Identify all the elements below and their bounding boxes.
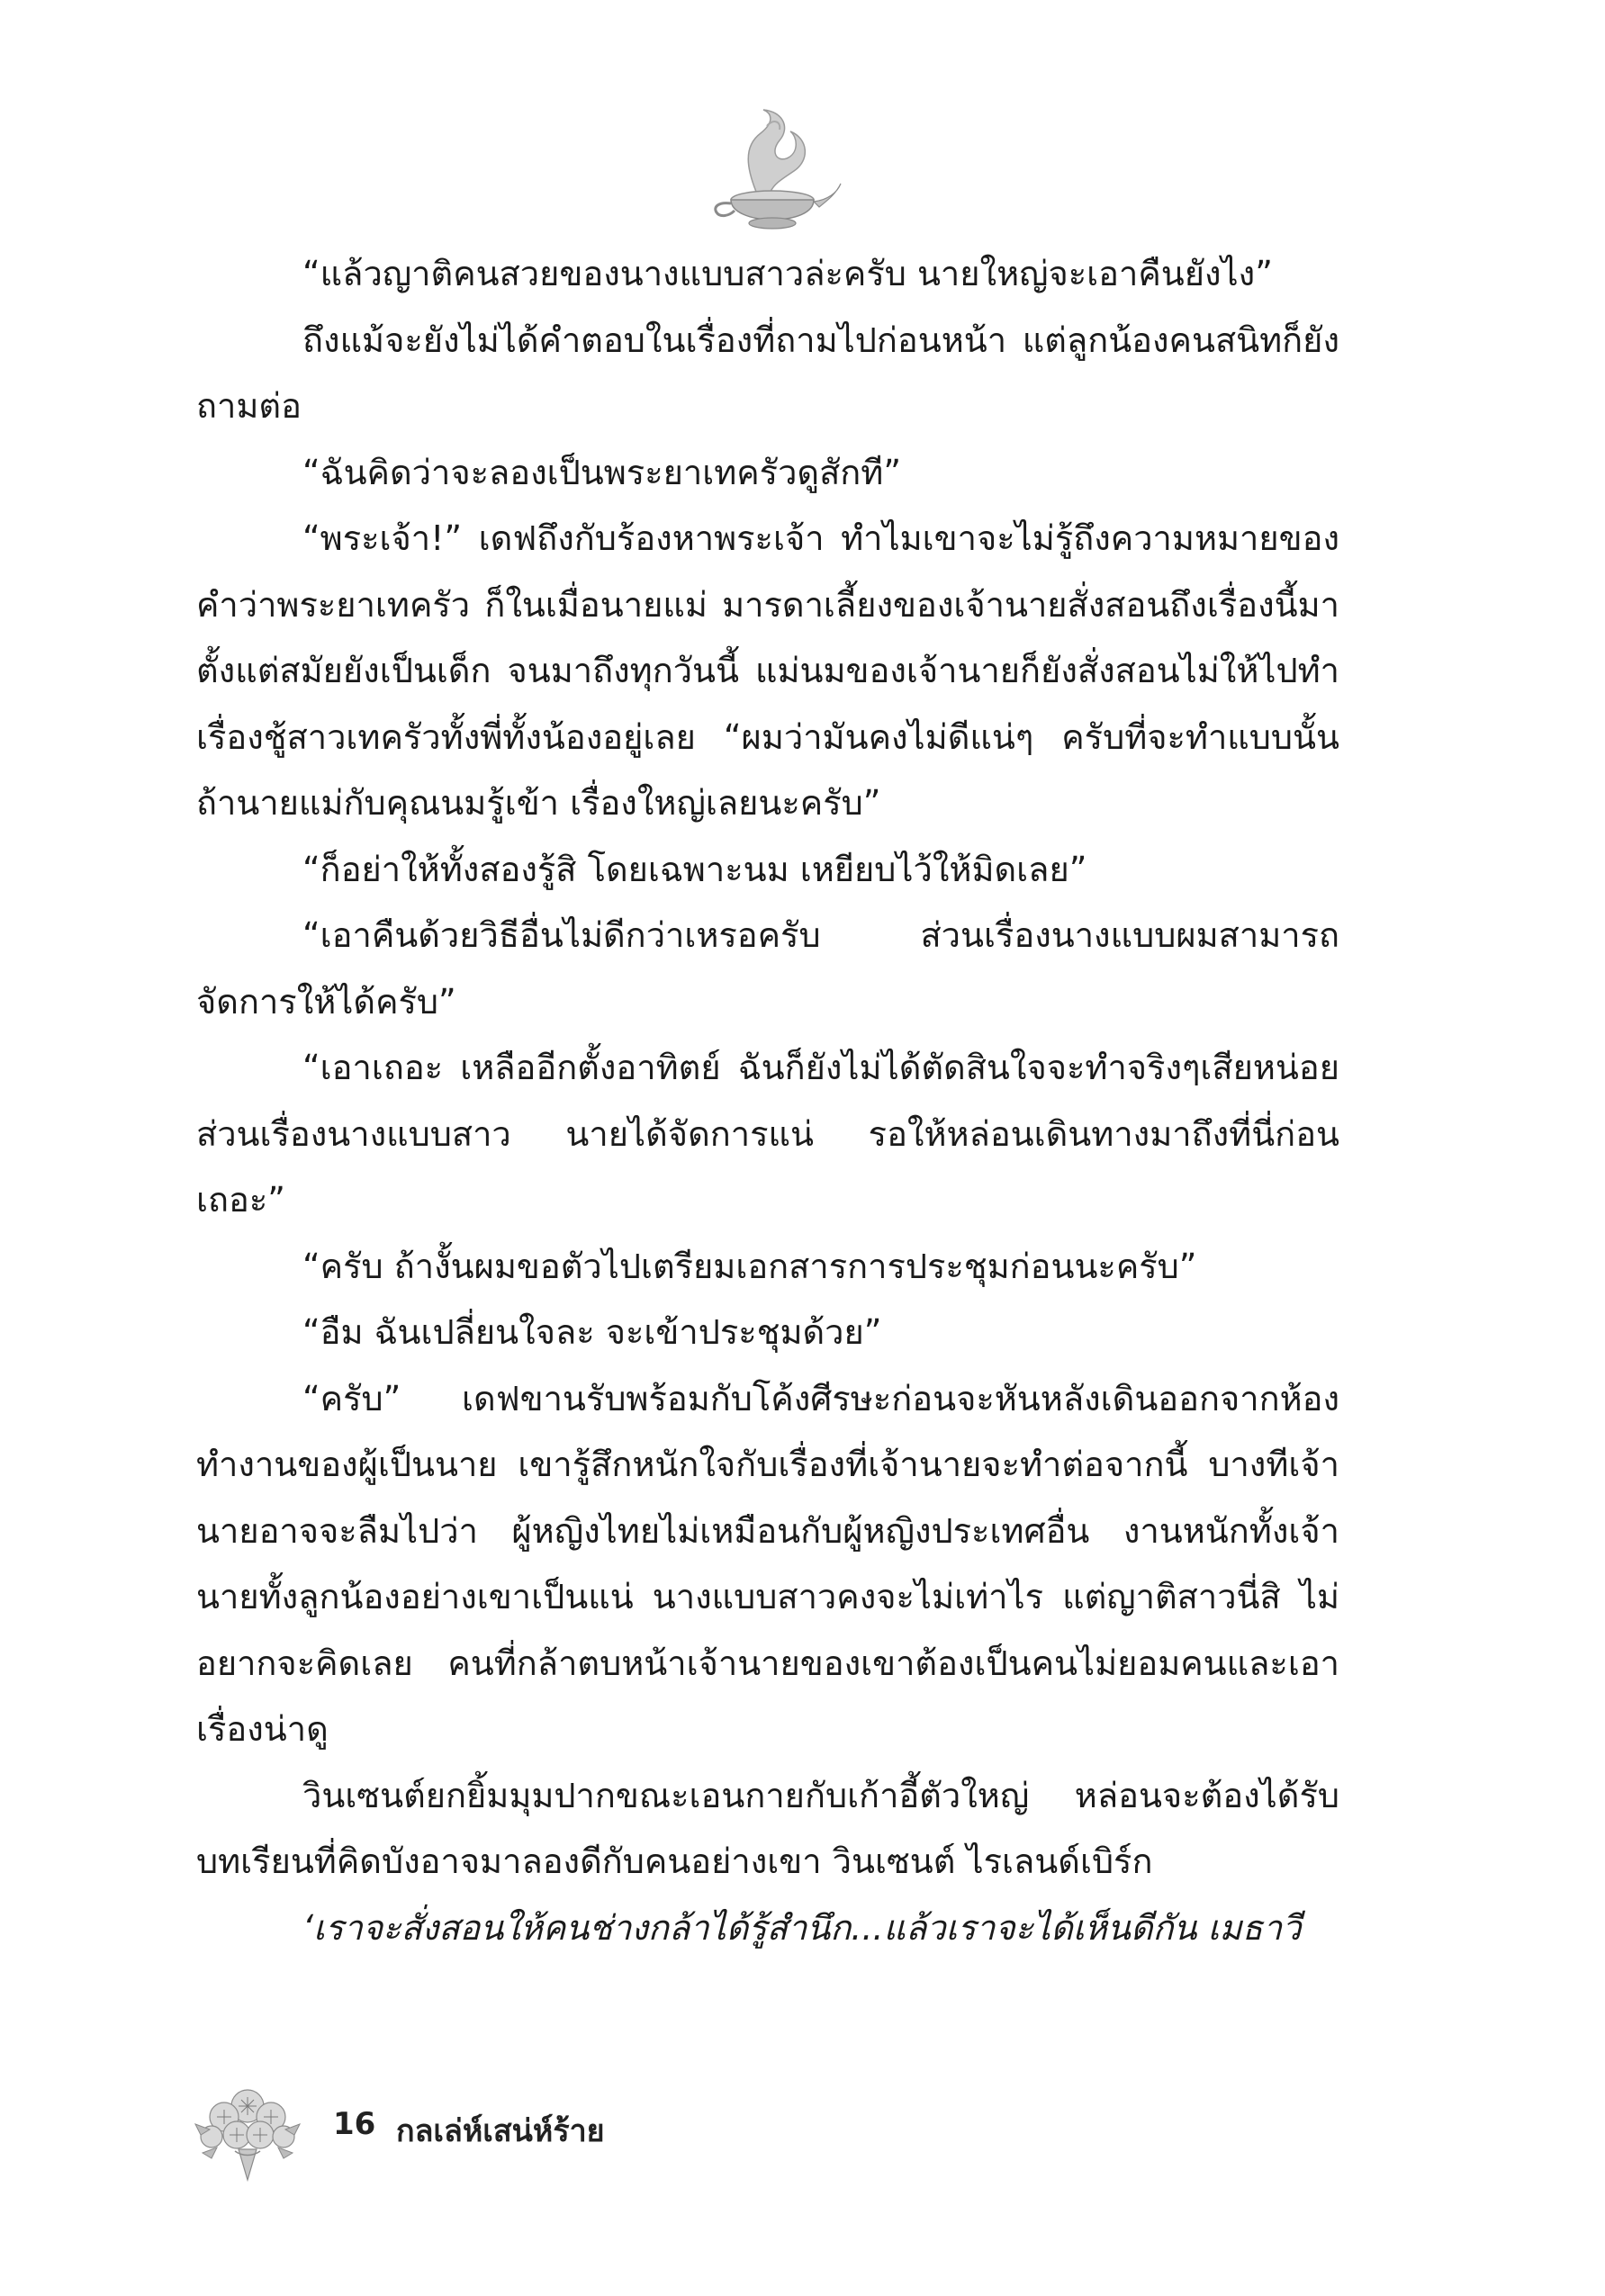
book-title: กลเล่ห์เสน่ห์ร้าย	[396, 2113, 605, 2149]
paragraph: “ก็อย่าให้ทั้งสองรู้สิ โดยเฉพาะนม เหยียบไว้ให้มิดเลย”	[302, 849, 1087, 889]
page-footer	[185, 2070, 815, 2187]
body-text	[196, 241, 1339, 1961]
paragraph: ถึงแม้จะยังไม่ได้คำตอบในเรื่องที่ถามไปก่อนหน้า แต่ลูกน้องคนสนิทก็ยังถามต่อ	[196, 320, 1339, 426]
flower-bouquet-icon	[185, 2070, 311, 2187]
paragraph-italic: ‘เราจะสั่งสอนให้คนช่างกล้าได้รู้สำนึก...แล้วเราจะได้เห็นดีกัน เมธาวี	[302, 1907, 1302, 1948]
paragraph: “เอาเถอะ เหลืออีกตั้งอาทิตย์ ฉันก็ยังไม่ได้ตัดสินใจจะทำจริงๆเสียหน่อย ส่วนเรื่องนางแบบสาว นายได้จัดการแน่ รอให้หล่อนเดินทางมาถึงที่นี่ก่อนเถอะ”	[196, 1048, 1339, 1220]
paragraph: “ครับ” เดฟขานรับพร้อมกับโค้งศีรษะก่อนจะหันหลังเดินออกจากห้องทำงานของผู้เป็นนาย เขารู้สึกหนักใจกับเรื่องที่เจ้านายจะทำต่อจากนี้ บางทีเจ้านายอาจจะลืมไปว่า ผู้หญิงไทยไม่เหมือนกับผู้หญิงประเทศอื่น งานหนักทั้งเจ้านายทั้งลูกน้องอย่างเขาเป็นแน่ นางแบบสาวคงจะไม่เท่าไร แต่ญาติสาวนี่สิ ไม่อยากจะคิดเลย คนที่กล้าตบหน้าเจ้านายของเขาต้องเป็นคนไม่ยอมคนและเอาเรื่องน่าดู	[196, 1378, 1339, 1749]
paragraph: “เอาคืนด้วยวิธีอื่นไม่ดีกว่าเหรอครับ ส่วนเรื่องนางแบบผมสามารถจัดการให้ได้ครับ”	[196, 915, 1339, 1022]
paragraph: “พระเจ้า!” เดฟถึงกับร้องหาพระเจ้า ทำไมเขาจะไม่รู้ถึงความหมายของคำว่าพระยาเทครัว ก็ในเมื่อนายแม่ มารดาเลี้ยงของเจ้านายสั่งสอนถึงเรื่องนี้มาตั้งแต่สมัยยังเป็นเด็ก จนมาถึงทุกวันนี้ แม่นมของเจ้านายก็ยังสั่งสอนไม่ให้ไปทำเรื่องชู้สาวเทครัวทั้งพี่ทั้งน้องอยู่เลย “ผมว่ามันคงไม่ดีแน่ๆ ครับที่จะทำแบบนั้น ถ้านายแม่กับคุณนมรู้เข้า เรื่องใหญ่เลยนะครับ”	[196, 518, 1339, 823]
paragraph: “ฉันคิดว่าจะลองเป็นพระยาเทครัวดูสักที”	[302, 452, 902, 492]
paragraph: “แล้วญาติคนสวยของนางแบบสาวล่ะครับ นายใหญ่จะเอาคืนยังไง”	[302, 254, 1273, 293]
genie-lamp-icon	[693, 106, 846, 232]
paragraph: “อืม ฉันเปลี่ยนใจละ จะเข้าประชุมด้วย”	[302, 1312, 882, 1352]
paragraph: “ครับ ถ้างั้นผมขอตัวไปเตรียมเอกสารการประชุมก่อนนะครับ”	[302, 1246, 1197, 1286]
page-number: 16	[333, 2106, 376, 2142]
paragraph: วินเซนต์ยกยิ้มมุมปากขณะเอนกายกับเก้าอี้ตัวใหญ่ หล่อนจะต้องได้รับบทเรียนที่คิดบังอาจมาลองดีกับคนอย่างเขา วินเซนต์ ไรเลนด์เบิร์ก	[196, 1775, 1339, 1881]
